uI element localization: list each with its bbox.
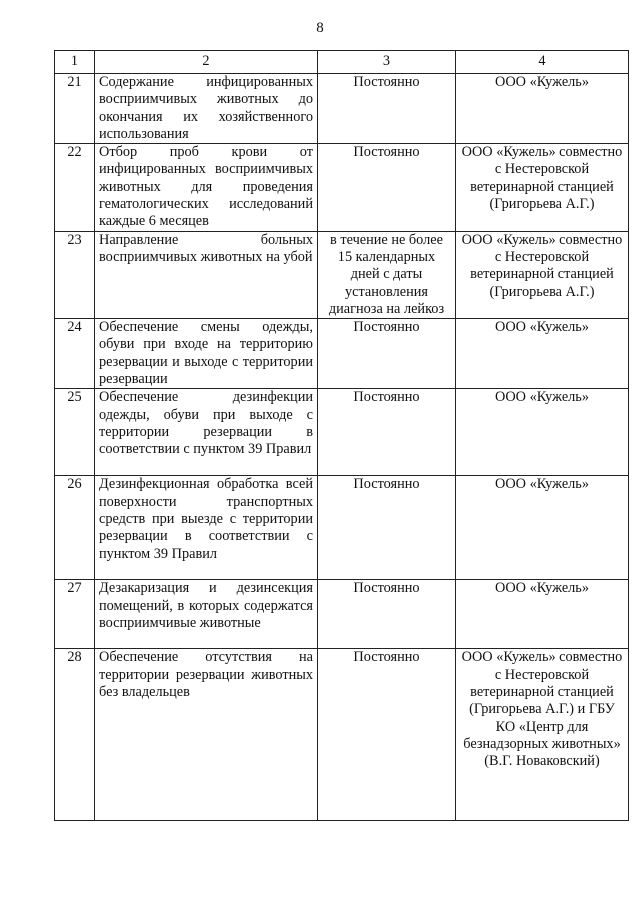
- deadline-text: Постоянно: [318, 649, 456, 821]
- deadline-text: Постоянно: [318, 144, 456, 231]
- column-header-4: 4: [456, 51, 629, 74]
- measure-text: Обеспечение отсутствия на территории резервации животных без владельцев: [95, 649, 318, 821]
- measure-text: Направление больных восприимчивых животных на убой: [95, 231, 318, 318]
- table-row: [55, 319, 629, 389]
- deadline-text: Постоянно: [318, 389, 456, 476]
- row-number: 24: [55, 319, 95, 389]
- deadline-text: Постоянно: [318, 319, 456, 389]
- column-header-3: 3: [318, 51, 456, 74]
- row-number: 28: [55, 649, 95, 821]
- row-number: 26: [55, 476, 95, 580]
- measure-text: Дезакаризация и дезинсекция помещений, в которых содержатся восприимчивые животные: [95, 580, 318, 649]
- page-number: 8: [316, 20, 324, 36]
- measure-text: Отбор проб крови от инфицированных восприимчивых животных для проведения гематологических исследований каждые 6 месяцев: [95, 144, 318, 231]
- responsible-text: ООО «Кужель» совместно с Нестеровской ветеринарной станцией (Григорьева А.Г.): [456, 144, 629, 231]
- table-header-row: [55, 51, 629, 74]
- row-number: 25: [55, 389, 95, 476]
- responsible-text: ООО «Кужель» совместно с Нестеровской ветеринарной станцией (Григорьева А.Г.): [456, 231, 629, 318]
- deadline-text: Постоянно: [318, 476, 456, 580]
- table-row: [55, 649, 629, 821]
- table-row: [55, 144, 629, 231]
- responsible-text: ООО «Кужель»: [456, 580, 629, 649]
- row-number: 23: [55, 231, 95, 318]
- table-row: [55, 476, 629, 580]
- table-row: [55, 580, 629, 649]
- responsible-text: ООО «Кужель»: [456, 74, 629, 144]
- responsible-text: ООО «Кужель»: [456, 319, 629, 389]
- table-row: [55, 389, 629, 476]
- measure-text: Обеспечение дезинфекции одежды, обуви при выходе с территории резервации в соответствии с пунктом 39 Правил: [95, 389, 318, 476]
- deadline-text: Постоянно: [318, 74, 456, 144]
- responsible-text: ООО «Кужель»: [456, 476, 629, 580]
- deadline-text: Постоянно: [318, 580, 456, 649]
- measure-text: Дезинфекционная обработка всей поверхности транспортных средств при выезде с территории резервации в соответствии с пунктом 39 Правил: [95, 476, 318, 580]
- measure-text: Обеспечение смены одежды, обуви при входе на территорию резервации и выходе с территории резервации: [95, 319, 318, 389]
- measures-table: [54, 50, 629, 821]
- column-header-2: 2: [95, 51, 318, 74]
- responsible-text: ООО «Кужель»: [456, 389, 629, 476]
- responsible-text: ООО «Кужель» совместно с Нестеровской ветеринарной станцией (Григорьева А.Г.) и ГБУ КО «Центр для безнадзорных животных» (В.Г. Новаковский): [456, 649, 629, 821]
- row-number: 27: [55, 580, 95, 649]
- measure-text: Содержание инфицированных восприимчивых животных до окончания их хозяйственного использования: [95, 74, 318, 144]
- row-number: 22: [55, 144, 95, 231]
- table-row: [55, 74, 629, 144]
- deadline-text: в течение не более 15 календарных дней с даты установления диагноза на лейкоз: [318, 231, 456, 318]
- row-number: 21: [55, 74, 95, 144]
- table-row: [55, 231, 629, 318]
- column-header-1: 1: [55, 51, 95, 74]
